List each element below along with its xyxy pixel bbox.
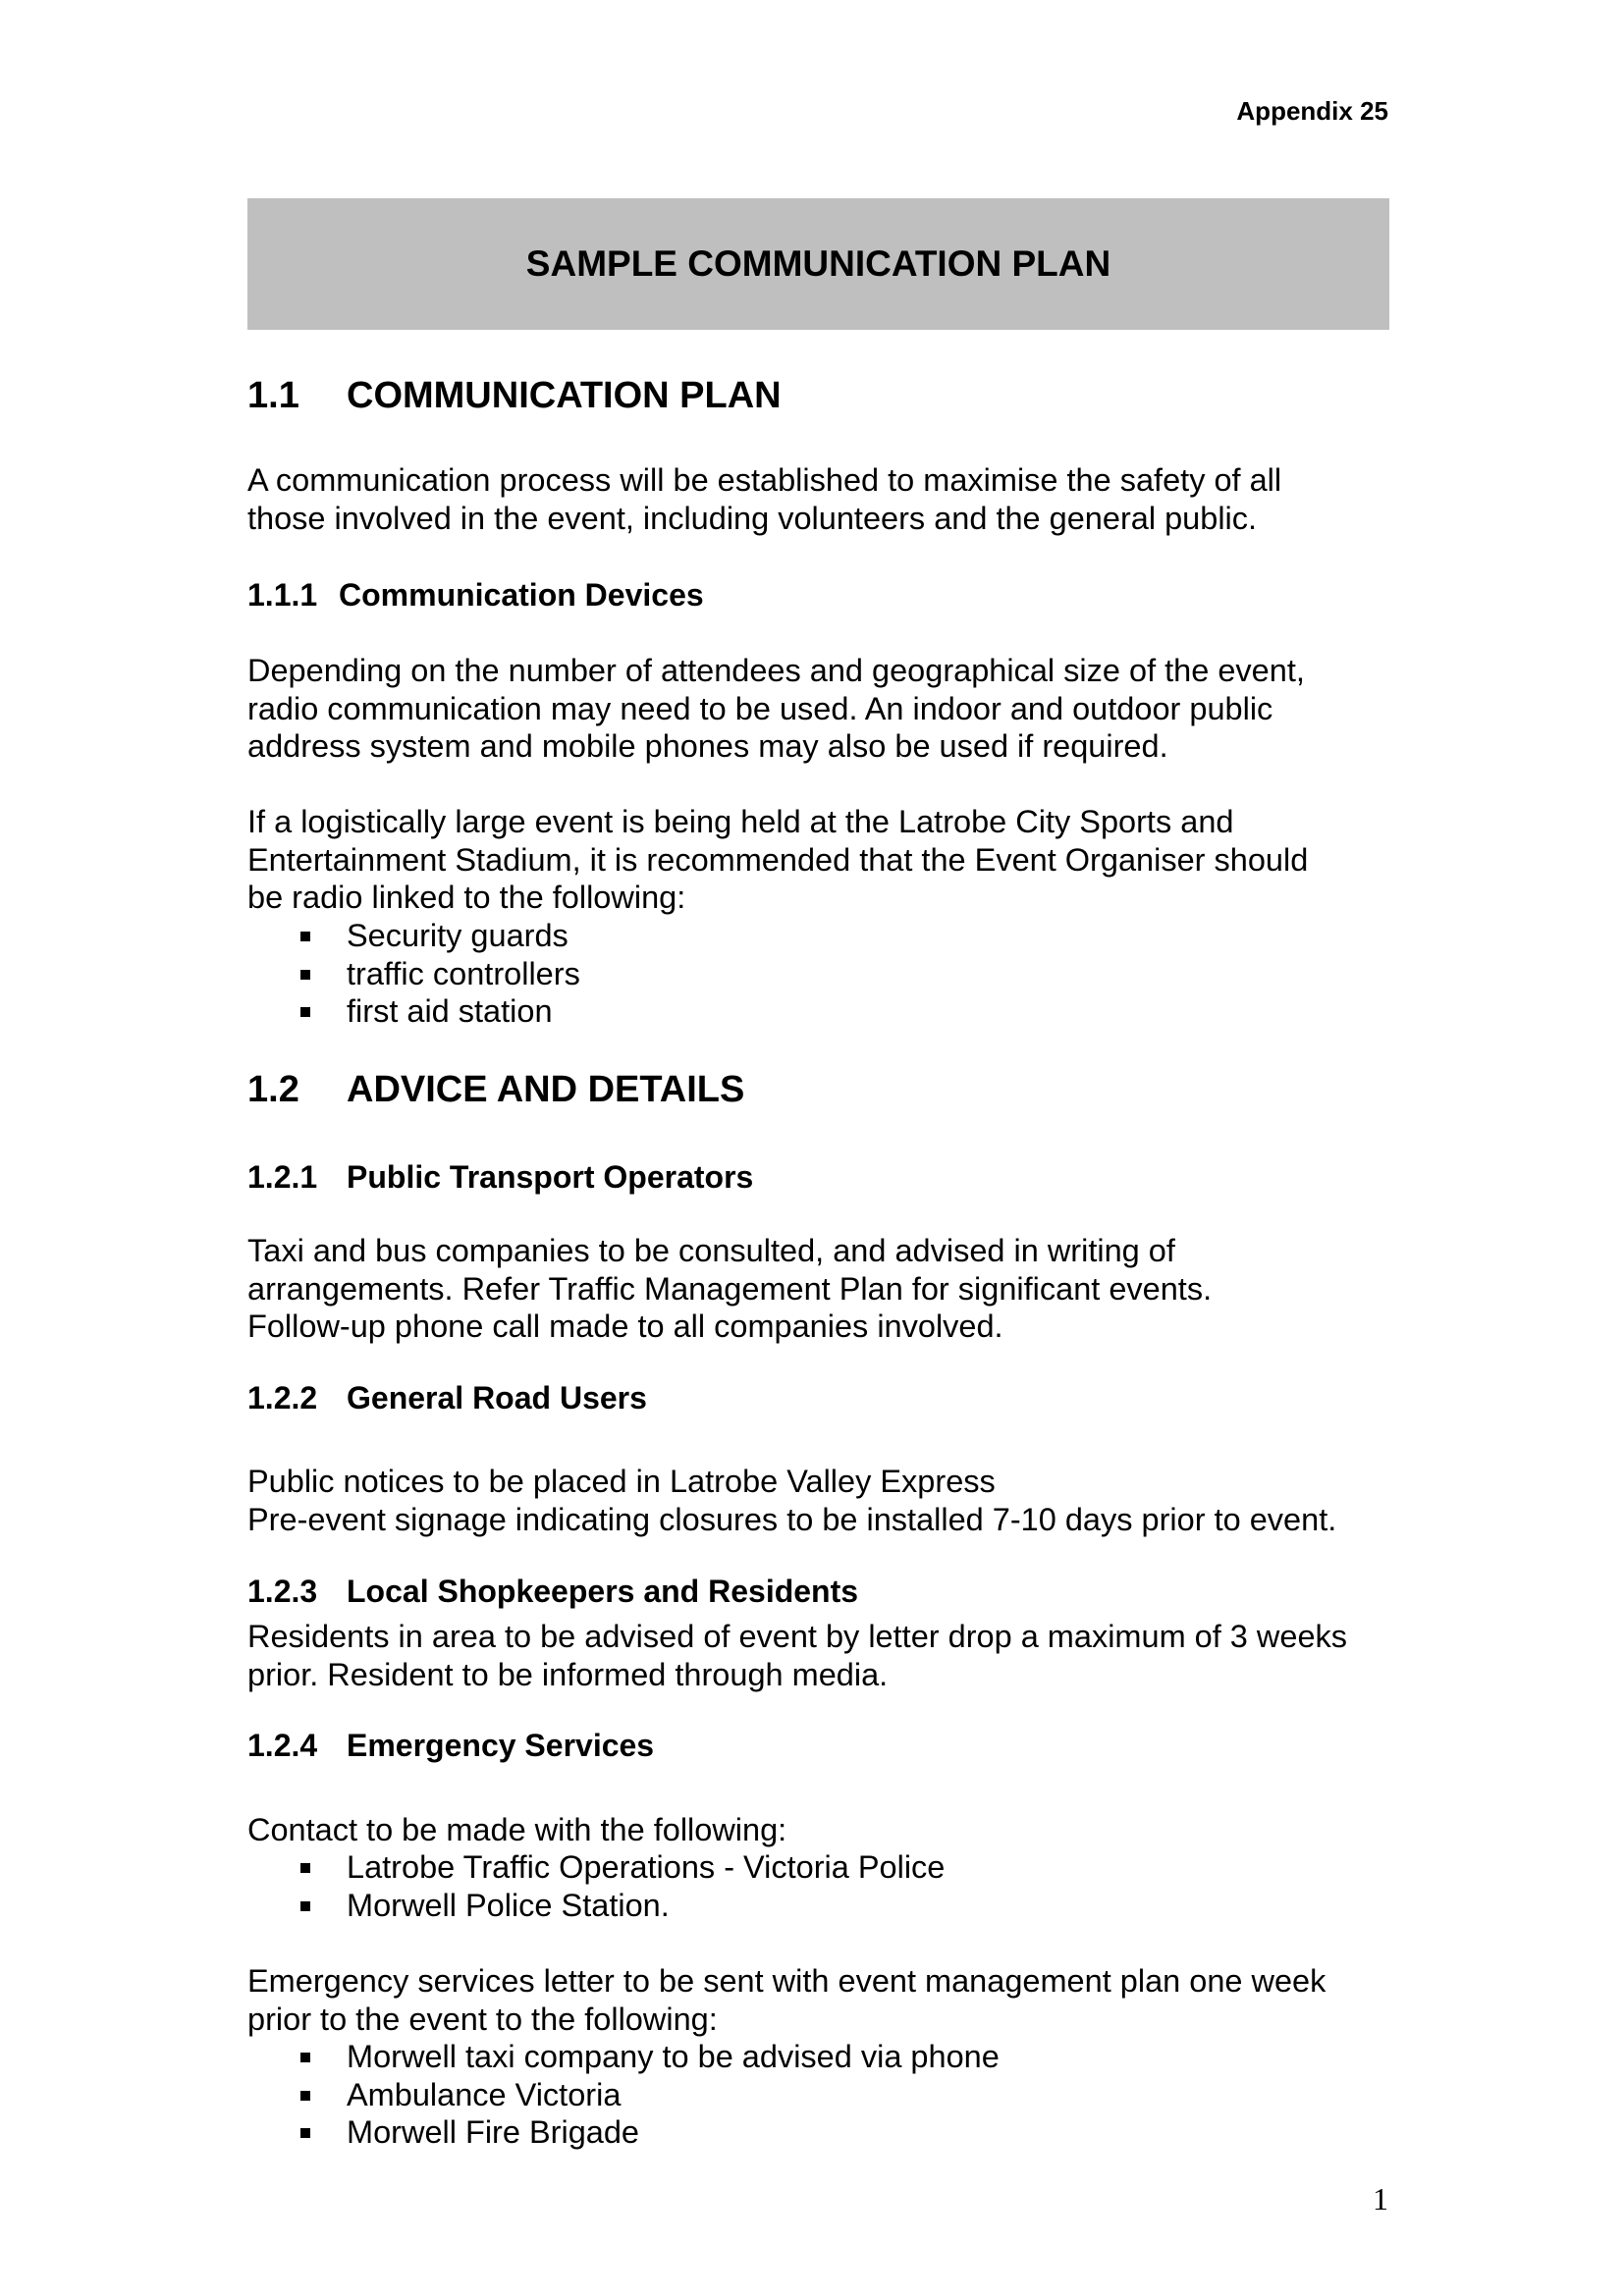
section-number: 1.1 xyxy=(247,375,299,416)
list-item: Security guards xyxy=(247,917,580,955)
title-banner xyxy=(247,198,1389,330)
subsection-number: 1.2.1 xyxy=(247,1159,318,1195)
paragraph-transport xyxy=(247,1232,1212,1346)
document-title: SAMPLE COMMUNICATION PLAN xyxy=(525,243,1111,284)
subsection-heading-1-1-1 xyxy=(247,577,704,614)
bullet-square-icon xyxy=(300,1863,310,1873)
paragraph-emergency-letter xyxy=(247,1962,1326,2038)
list-item: Ambulance Victoria xyxy=(247,2076,1000,2114)
bullet-square-icon xyxy=(300,1901,310,1911)
list-item: Morwell Police Station. xyxy=(247,1887,945,1925)
subsection-title: Public Transport Operators xyxy=(347,1159,754,1195)
paragraph-line: Pre-event signage indicating closures to be installed 7-10 days prior to event. xyxy=(247,1501,1337,1537)
paragraph-line: arrangements. Refer Traffic Management Plan for significant events. xyxy=(247,1270,1213,1307)
section-title: COMMUNICATION PLAN xyxy=(347,375,782,416)
list-item: first aid station xyxy=(247,992,580,1031)
subsection-heading-1-2-3 xyxy=(247,1574,858,1610)
paragraph-line: Public notices to be placed in Latrobe Valley Express xyxy=(247,1464,996,1499)
subsection-number: 1.2.4 xyxy=(247,1728,318,1763)
paragraph-residents xyxy=(247,1618,1347,1693)
subsection-title: General Road Users xyxy=(347,1380,647,1415)
subsection-heading-1-2-4 xyxy=(247,1728,654,1764)
paragraph-line: If a logistically large event is being held at the Latrobe City Sports and xyxy=(247,804,1234,839)
paragraph-intro xyxy=(247,461,1281,537)
section-title: ADVICE AND DETAILS xyxy=(347,1069,745,1110)
bullet-square-icon xyxy=(300,2053,310,2062)
paragraph-line: Taxi and bus companies to be consulted, and advised in writing of xyxy=(247,1233,1175,1268)
paragraph-line: A communication process will be established to maximise the safety of all xyxy=(247,462,1282,498)
bullet-list-contacts xyxy=(247,1848,945,1924)
paragraph-line: Emergency services letter to be sent with event management plan one week xyxy=(247,1963,1326,1999)
paragraph-line: address system and mobile phones may also be used if required. xyxy=(247,728,1168,764)
section-heading-1-2 xyxy=(247,1069,744,1111)
bullet-square-icon xyxy=(300,1007,310,1017)
subsection-number: 1.2.2 xyxy=(247,1380,318,1415)
subsection-number: 1.1.1 xyxy=(247,577,318,613)
bullet-square-icon xyxy=(300,2091,310,2101)
list-item: traffic controllers xyxy=(247,955,580,993)
paragraph-line: Residents in area to be advised of event by letter drop a maximum of 3 weeks xyxy=(247,1619,1348,1654)
paragraph-line: Follow-up phone call made to all companies involved. xyxy=(247,1308,1003,1344)
appendix-label: Appendix 25 xyxy=(1236,96,1388,126)
paragraph-road-users xyxy=(247,1463,1336,1538)
paragraph-line: prior to the event to the following: xyxy=(247,2001,718,2037)
paragraph-line: radio communication may need to be used. An indoor and outdoor public xyxy=(247,690,1273,726)
paragraph-line: those involved in the event, including volunteers and the general public. xyxy=(247,500,1258,536)
paragraph-contact xyxy=(247,1811,786,1849)
bullet-square-icon xyxy=(300,932,310,941)
subsection-number: 1.2.3 xyxy=(247,1574,318,1609)
paragraph-line: prior. Resident to be informed through media. xyxy=(247,1656,889,1692)
bullet-square-icon xyxy=(300,970,310,980)
subsection-heading-1-2-1 xyxy=(247,1159,753,1196)
section-heading-1-1 xyxy=(247,375,782,417)
paragraph-devices xyxy=(247,652,1305,766)
paragraph-radio-linked xyxy=(247,803,1308,917)
subsection-title: Emergency Services xyxy=(347,1728,655,1763)
subsection-title: Local Shopkeepers and Residents xyxy=(347,1574,859,1609)
subsection-title: Communication Devices xyxy=(339,577,704,613)
bullet-list-radio xyxy=(247,917,580,1031)
paragraph-line: Depending on the number of attendees and geographical size of the event, xyxy=(247,653,1305,688)
page-number: 1 xyxy=(1373,2181,1388,2216)
paragraph-line: be radio linked to the following: xyxy=(247,880,686,915)
paragraph-line: Contact to be made with the following: xyxy=(247,1812,787,1847)
paragraph-line: Entertainment Stadium, it is recommended that the Event Organiser should xyxy=(247,841,1309,878)
list-item: Morwell Fire Brigade xyxy=(247,2113,1000,2152)
bullet-square-icon xyxy=(300,2128,310,2138)
list-item: Morwell taxi company to be advised via phone xyxy=(247,2038,1000,2076)
bullet-list-recipients xyxy=(247,2038,1000,2152)
subsection-heading-1-2-2 xyxy=(247,1380,647,1416)
section-number: 1.2 xyxy=(247,1069,299,1110)
list-item: Latrobe Traffic Operations - Victoria Police xyxy=(247,1848,945,1887)
